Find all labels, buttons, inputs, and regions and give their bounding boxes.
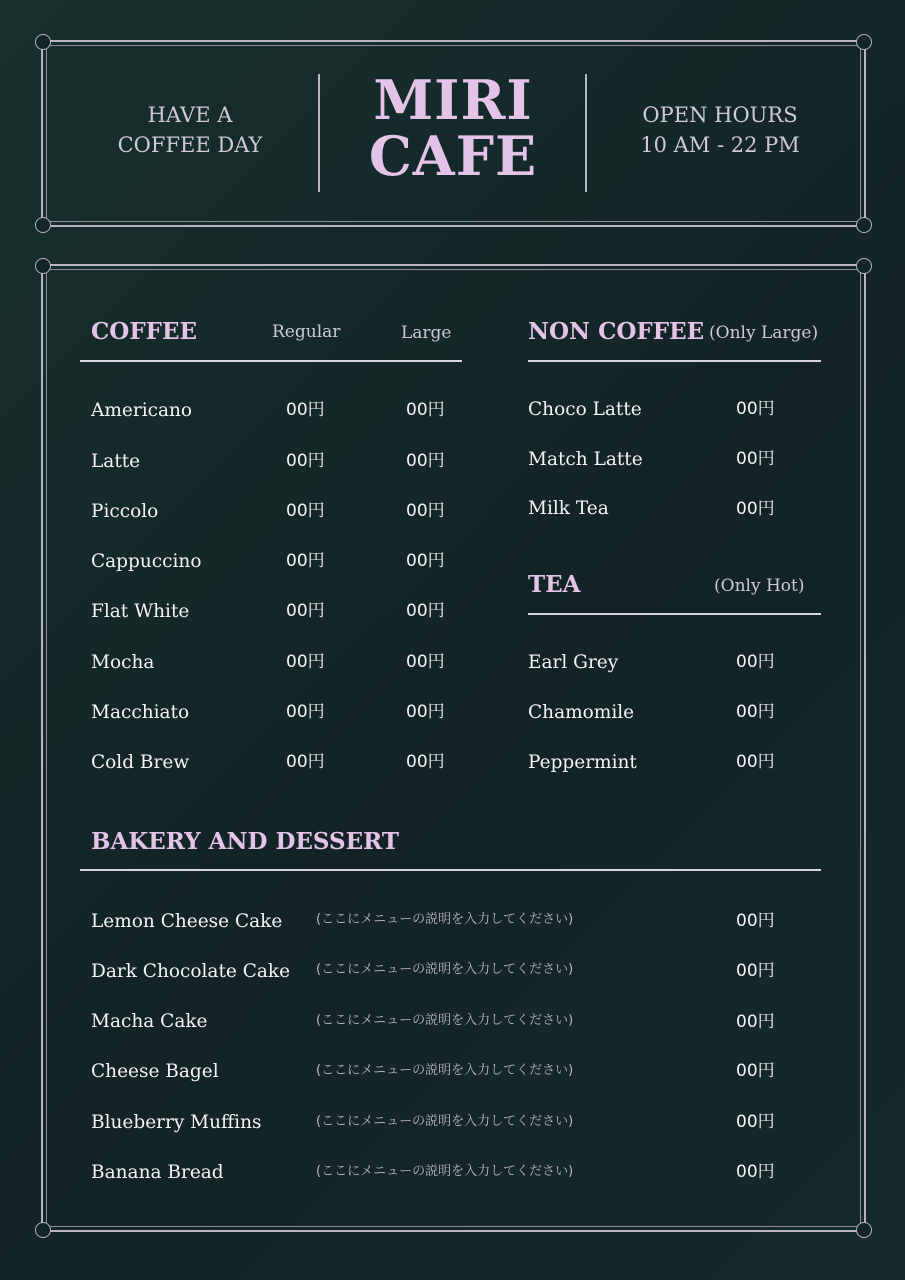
menu-item-name: Cheese Bagel — [91, 1061, 219, 1082]
bakery-section-title: BAKERY AND DESSERT — [91, 828, 400, 855]
menu-item-name: Piccolo — [91, 501, 159, 522]
menu-item-name: Macha Cake — [91, 1011, 208, 1032]
price-regular: 00円 — [286, 652, 325, 672]
cafe-name — [320, 68, 586, 188]
menu-item-name: Banana Bread — [91, 1162, 224, 1183]
frame-corner-ornament — [856, 258, 872, 274]
price: 00円 — [736, 1012, 775, 1032]
tagline — [90, 100, 290, 160]
menu-item-name: Match Latte — [528, 449, 643, 470]
menu-item-name: Choco Latte — [528, 399, 642, 420]
coffee-section-title: COFFEE — [91, 318, 198, 345]
price: 00円 — [736, 449, 775, 469]
price-large: 00円 — [406, 652, 445, 672]
price: 00円 — [736, 652, 775, 672]
price: 00円 — [736, 1162, 775, 1182]
menu-item-name: Chamomile — [528, 702, 635, 723]
menu-item-name: Earl Grey — [528, 652, 619, 673]
bakery-rule — [80, 869, 821, 871]
menu-item-name: Milk Tea — [528, 498, 609, 519]
menu-item-name: Dark Chocolate Cake — [91, 961, 291, 982]
open-hours — [610, 100, 830, 160]
frame-corner-ornament — [856, 34, 872, 50]
non-coffee-section-title: NON COFFEE — [528, 318, 705, 345]
menu-item-name: Blueberry Muffins — [91, 1112, 262, 1133]
menu-item-description: (ここにメニューの説明を入力してください) — [316, 1063, 574, 1078]
menu-item-description: (ここにメニューの説明を入力してください) — [316, 1013, 574, 1028]
open-hours-value: 10 AM - 22 PM — [640, 133, 800, 157]
coffee-col-regular: Regular — [272, 322, 341, 342]
menu-item-description: (ここにメニューの説明を入力してください) — [316, 1114, 574, 1129]
non-coffee-rule — [528, 360, 821, 362]
coffee-rule — [80, 360, 462, 362]
price-regular: 00円 — [286, 501, 325, 521]
price-regular: 00円 — [286, 551, 325, 571]
menu-item-name: Macchiato — [91, 702, 190, 723]
price: 00円 — [736, 961, 775, 981]
price-large: 00円 — [406, 702, 445, 722]
price-large: 00円 — [406, 601, 445, 621]
tea-note: (Only Hot) — [714, 576, 805, 596]
brand-line1: MIRI — [373, 68, 533, 132]
price-large: 00円 — [406, 451, 445, 471]
menu-item-name: Peppermint — [528, 752, 637, 773]
tagline-line2: COFFEE DAY — [117, 133, 263, 157]
price-regular: 00円 — [286, 601, 325, 621]
price-large: 00円 — [406, 752, 445, 772]
price: 00円 — [736, 499, 775, 519]
header-divider-right — [585, 74, 587, 192]
tagline-line1: HAVE A — [147, 103, 233, 127]
frame-corner-ornament — [35, 1222, 51, 1238]
price: 00円 — [736, 702, 775, 722]
price-large: 00円 — [406, 551, 445, 571]
price-regular: 00円 — [286, 451, 325, 471]
price-regular: 00円 — [286, 752, 325, 772]
non-coffee-note: (Only Large) — [709, 323, 819, 343]
menu-item-name: Cold Brew — [91, 752, 190, 773]
price-large: 00円 — [406, 501, 445, 521]
menu-item-name: Americano — [91, 400, 193, 421]
frame-corner-ornament — [856, 217, 872, 233]
menu-item-description: (ここにメニューの説明を入力してください) — [316, 912, 574, 927]
price: 00円 — [736, 752, 775, 772]
brand-line2: CAFE — [368, 124, 538, 188]
tea-section-title: TEA — [528, 571, 581, 598]
frame-corner-ornament — [856, 1222, 872, 1238]
price-regular: 00円 — [286, 702, 325, 722]
menu-item-name: Lemon Cheese Cake — [91, 911, 283, 932]
frame-corner-ornament — [35, 34, 51, 50]
frame-corner-ornament — [35, 258, 51, 274]
coffee-col-large: Large — [401, 323, 452, 343]
menu-item-name: Latte — [91, 451, 141, 472]
price-large: 00円 — [406, 400, 445, 420]
menu-item-name: Mocha — [91, 652, 155, 673]
menu-item-name: Cappuccino — [91, 551, 202, 572]
price: 00円 — [736, 1061, 775, 1081]
open-hours-title: OPEN HOURS — [642, 103, 798, 127]
menu-item-description: (ここにメニューの説明を入力してください) — [316, 962, 574, 977]
price-regular: 00円 — [286, 400, 325, 420]
price: 00円 — [736, 1112, 775, 1132]
price: 00円 — [736, 399, 775, 419]
tea-rule — [528, 613, 821, 615]
price: 00円 — [736, 911, 775, 931]
menu-item-name: Flat White — [91, 601, 190, 622]
menu-item-description: (ここにメニューの説明を入力してください) — [316, 1164, 574, 1179]
frame-corner-ornament — [35, 217, 51, 233]
